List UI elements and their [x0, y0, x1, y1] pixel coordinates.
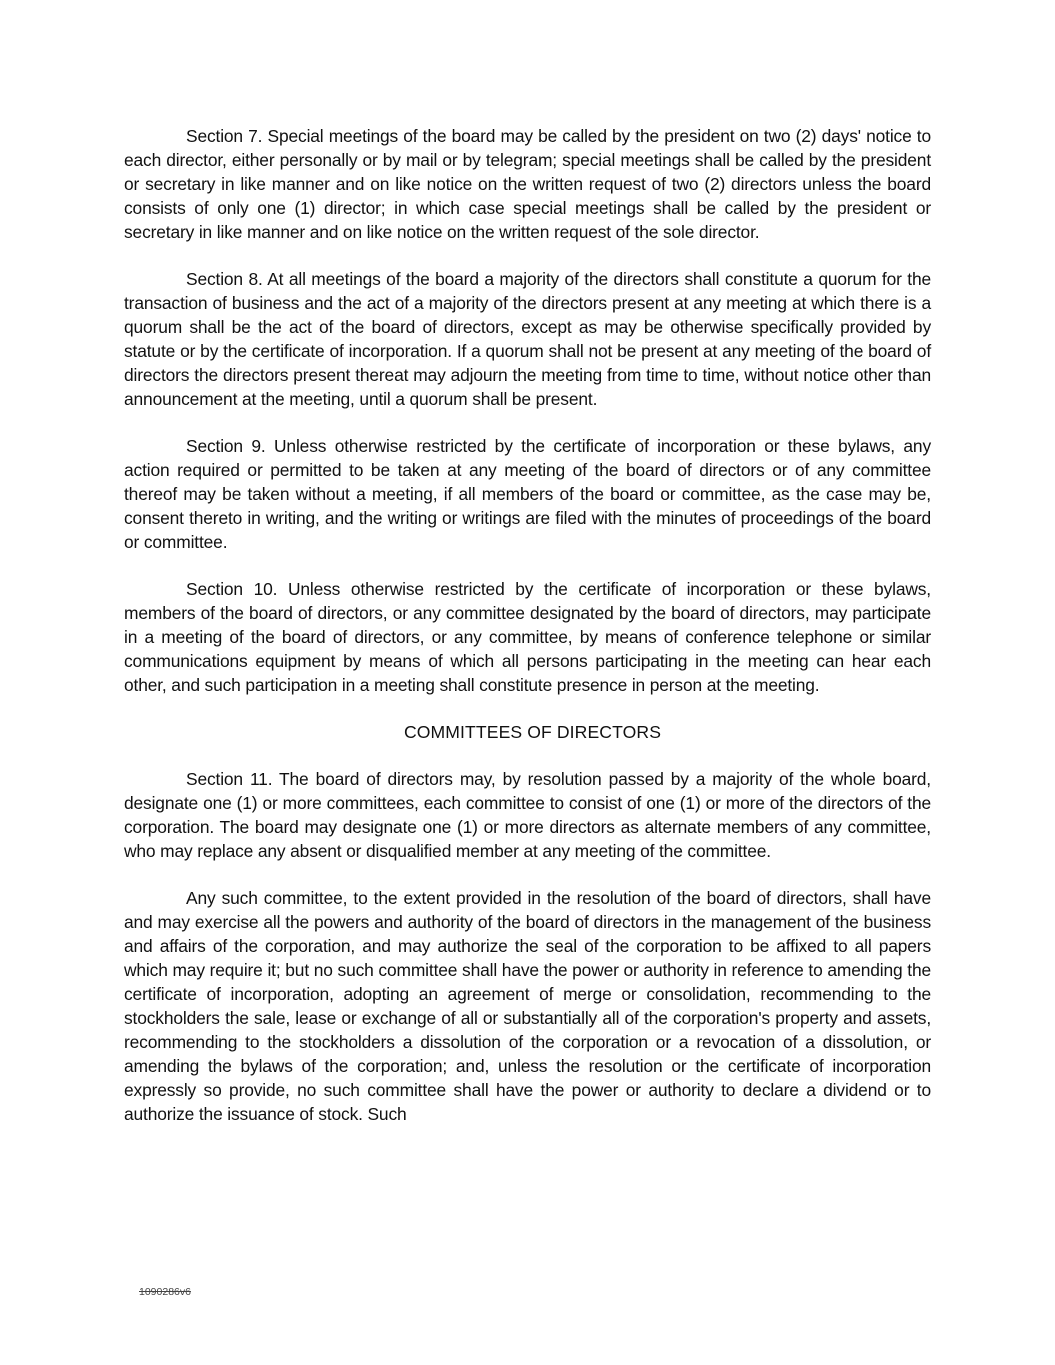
- committees-heading: COMMITTEES OF DIRECTORS: [403, 722, 662, 742]
- section-10-paragraph: Section 10. Unless otherwise restricted by the certificate of incorporation or these bylaws, members of the board of directors, or any committee designated by the board of directors, may participate in a meeting of the board of directors, or any committee, by means of conference telephone or similar communications equipment by means of which all persons participating in the meeting can hear each other, and such participation in a meeting shall constitute presence in person at the meeting.: [124, 579, 931, 695]
- document-body: [124, 124, 931, 1126]
- document-id-footer: 1090286v6: [139, 1286, 191, 1298]
- section-11-paragraph: Section 11. The board of directors may, by resolution passed by a majority of the whole board, designate one (1) or more committees, each committee to consist of one (1) or more of the directors of the corporation. The board may designate one (1) or more directors as alternate members of any committee, who may replace any absent or disqualified member at any meeting of the committee.: [124, 769, 931, 861]
- section-9-paragraph: Section 9. Unless otherwise restricted by the certificate of incorporation or these bylaws, any action required or permitted to be taken at any meeting of the board of directors or of any committee thereof may be taken without a meeting, if all members of the board or committee, as the case may be, consent thereto in writing, and the writing or writings are filed with the minutes of proceedings of the board or committee.: [124, 436, 931, 552]
- section-7-paragraph: Section 7. Special meetings of the board may be called by the president on two (2) days' notice to each director, either personally or by mail or by telegram; special meetings shall be called by the president or secretary in like manner and on like notice on the written request of two (2) directors unless the board consists of only one (1) director; in which case special meetings shall be called by the president or secretary in like manner and on like notice on the written request of the sole director.: [124, 126, 931, 242]
- section-8-paragraph: Section 8. At all meetings of the board a majority of the directors shall constitute a quorum for the transaction of business and the act of a majority of the directors present at any meeting at which there is a quorum shall be the act of the board of directors, except as may be otherwise specifically provided by statute or by the certificate of incorporation. If a quorum shall not be present at any meeting of the board of directors the directors present thereat may adjourn the meeting from time to time, without notice other than announcement at the meeting, until a quorum shall be present.: [124, 269, 931, 409]
- section-11-continuation-paragraph: Any such committee, to the extent provided in the resolution of the board of directors, shall have and may exercise all the powers and authority of the board of directors in the management of the business and affairs of the corporation, and may authorize the seal of the corporation to be affixed to all papers which may require it; but no such committee shall have the power or authority in reference to amending the certificate of incorporation, adopting an agreement of merge or consolidation, recommending to the stockholders the sale, lease or exchange of all or substantially all of the corporation's property and assets, recommending to the stockholders a dissolution of the corporation or a revocation of a dissolution, or amending the bylaws of the corporation; and, unless the resolution or the certificate of incorporation expressly so provide, no such committee shall have the power or authority to declare a dividend or to authorize the issuance of stock. Such: [124, 888, 931, 1124]
